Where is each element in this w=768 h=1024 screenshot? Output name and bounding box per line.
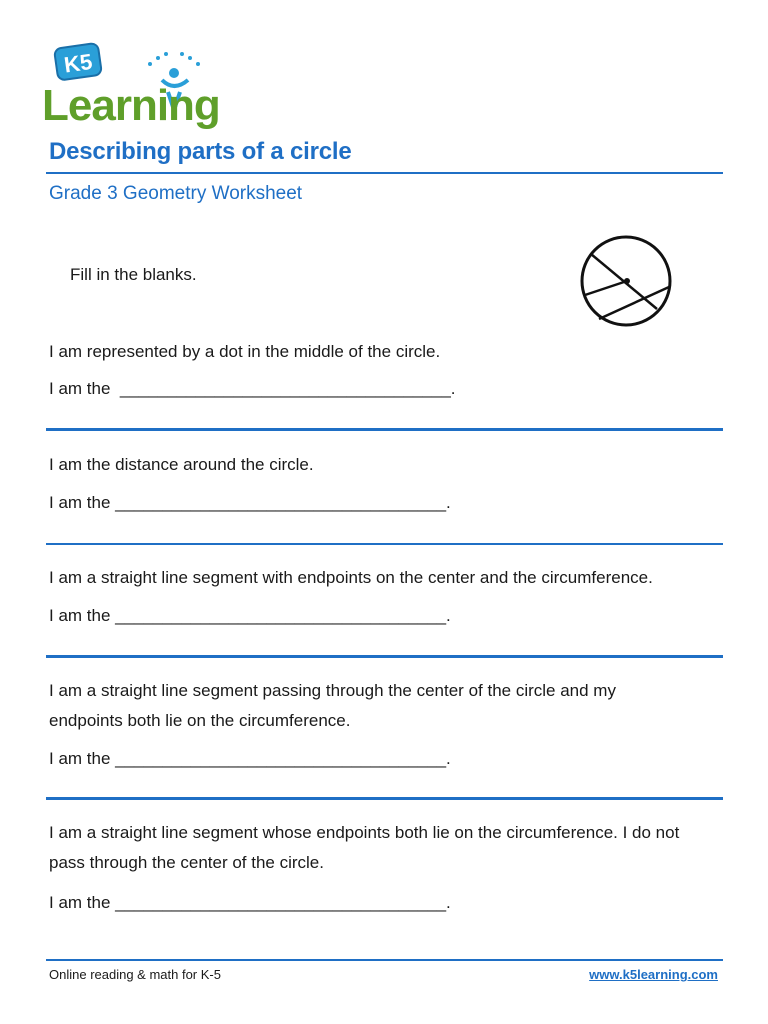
- section-divider: [46, 655, 723, 658]
- instructions: Fill in the blanks.: [70, 265, 197, 284]
- section-divider: [46, 428, 723, 431]
- question-5-prompt: I am a straight line segment whose endpoints both lie on the circumference. I do not pass through the center of the circle.: [49, 823, 680, 872]
- question-4-prompt: I am a straight line segment passing through the center of the circle and my endpoints both lie on the circumference.: [49, 681, 616, 730]
- question-3-prompt: I am a straight line segment with endpoints on the center and the circumference.: [49, 568, 653, 587]
- question-3-answer[interactable]: I am the ___________________________________.: [49, 606, 451, 625]
- section-divider: [46, 543, 723, 545]
- footer-tagline: Online reading & math for K-5: [49, 967, 221, 982]
- question-2-answer[interactable]: I am the ___________________________________.: [49, 493, 451, 512]
- question-1-prompt: I am represented by a dot in the middle of the circle.: [49, 342, 441, 361]
- footer-divider: [46, 959, 723, 961]
- footer-website-link[interactable]: www.k5learning.com: [589, 967, 718, 982]
- section-divider: [46, 797, 723, 800]
- page-title: Describing parts of a circle: [49, 138, 352, 165]
- question-2-prompt: I am the distance around the circle.: [49, 455, 314, 474]
- question-5-answer[interactable]: I am the ___________________________________.: [49, 893, 451, 912]
- logo-word: Learning: [42, 81, 220, 130]
- question-1-answer[interactable]: I am the ___________________________________.: [49, 379, 456, 398]
- circle-diagram: [578, 233, 674, 329]
- k5-badge: [54, 43, 102, 81]
- logo-badge-text: K5: [62, 48, 94, 78]
- question-4-answer[interactable]: I am the ___________________________________.: [49, 749, 451, 768]
- page-subtitle: Grade 3 Geometry Worksheet: [49, 183, 303, 204]
- k5-learning-logo: [42, 40, 242, 135]
- title-divider: [46, 172, 723, 174]
